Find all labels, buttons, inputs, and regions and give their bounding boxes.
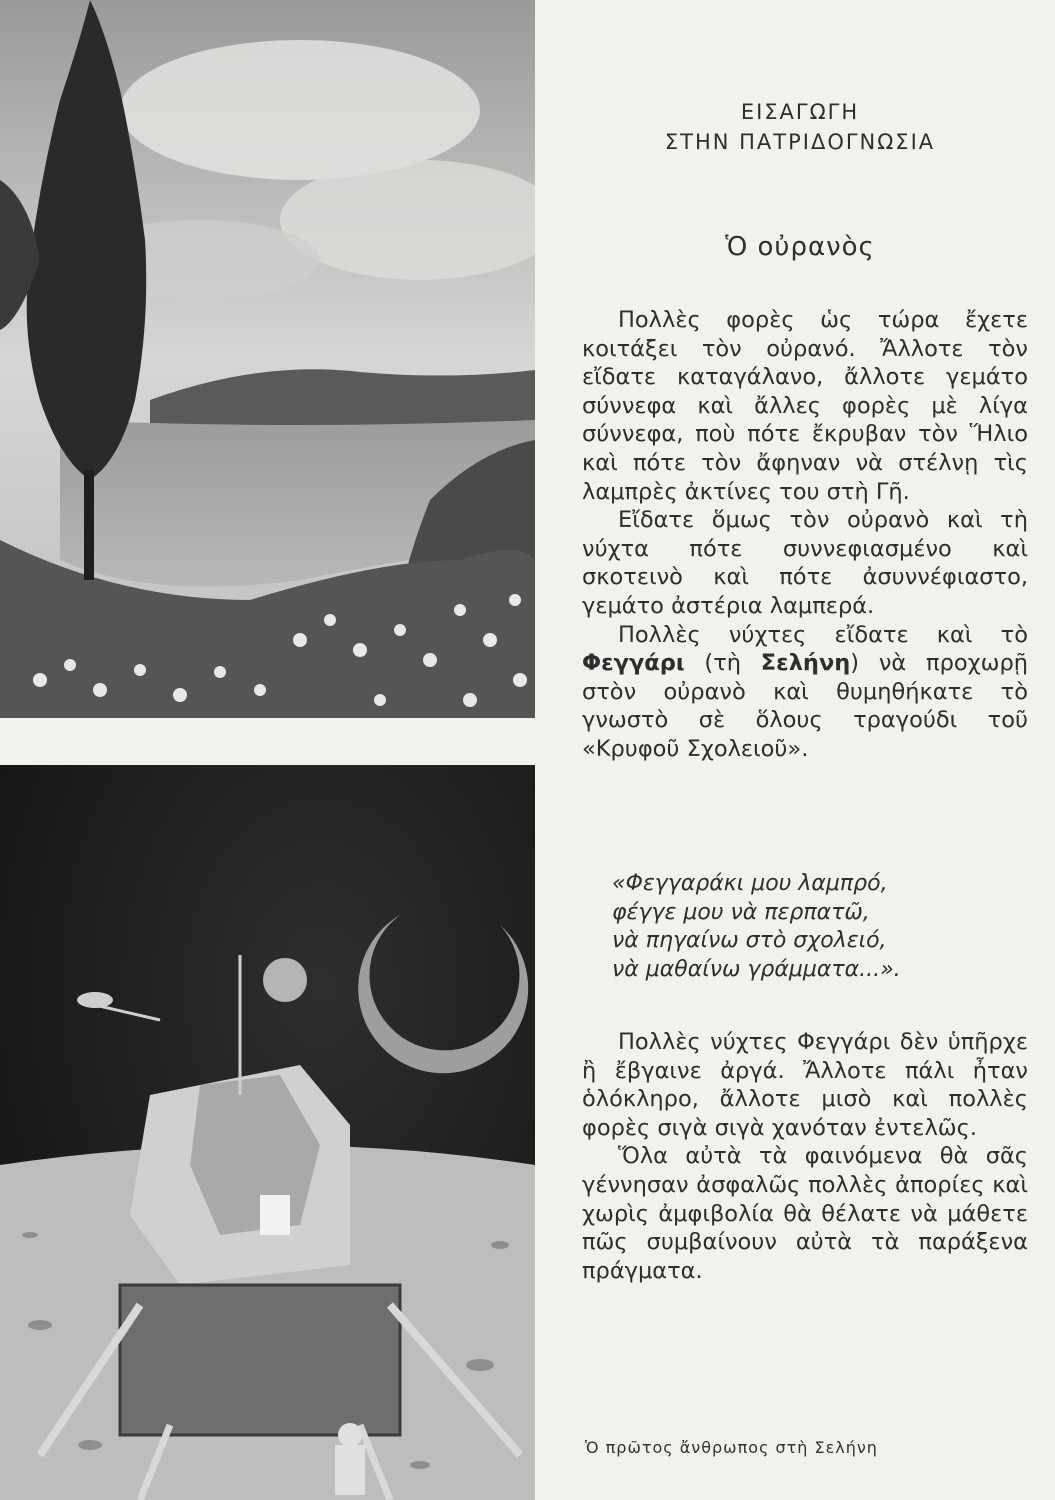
photo-caption: Ὁ πρῶτος ἄνθρωπος στὴ Σελήνη [585,1438,878,1457]
song-line: νὰ πηγαίνω στὸ σχολειό, [612,928,887,954]
song-line: «Φεγγαράκι μου λαμπρό, [612,871,888,896]
song-verse [612,870,1032,984]
section-label: ΕΙΣΑΓΩΓΗ [740,100,860,124]
song-line: νὰ μαθαίνω γράμματα...». [612,956,901,982]
outro-text [582,1028,1028,1285]
intro-text [582,306,1028,764]
intro-p3-start: Πολλὲς νύχτες εἴδατε καὶ τὸ [618,621,1028,648]
intro-paragraph-3 [582,621,1028,764]
section-label-subtitle: ΣΤΗΝ ΠΑΤΡΙΔΟΓΝΩΣΙΑ [664,130,936,154]
intro-p3-mid: (τὴ [704,650,742,677]
selene-term: Σελήνη [760,650,851,677]
outro-paragraph-2: Ὅλα αὐτὰ τὰ φαινόμενα θὰ σᾶς γέννησαν ἀσφαλῶς πολλὲς ἀπορίες καὶ χωρὶς ἀμφιβολία θὰ θέλατε νὰ μάθετε πῶς συμβαίνουν αὐτὰ τὰ παράξενα πράγματα. [582,1143,1028,1284]
moon-term: Φεγγάρι [582,650,685,677]
outro-paragraph-1: Πολλὲς νύχτες Φεγγάρι δὲν ὑπῆρχε ἢ ἔβγαινε ἀργά. Ἄλλοτε πάλι ἦταν ὁλόκληρο, ἄλλοτε μισὸ καὶ πολλὲς φορὲς σιγὰ σιγὰ χανόταν ἐντελῶς. [582,1029,1028,1141]
landscape-photo [0,0,535,718]
intro-paragraph-2: Εἴδατε ὅμως τὸν οὐρανὸ καὶ τὴ νύχτα πότε συννεφιασμένο καὶ σκοτεινὸ καὶ πότε ἀσυννέφιαστο, γεμάτο ἀστέρια λαμπερά. [582,507,1028,619]
intro-p3-end: ) νὰ προχωρῇ στὸν οὐρανὸ καὶ θυμηθήκατε τὸ γνωστὸ σὲ ὅλους τραγούδι τοῦ «Κρυφοῦ Σχολειοῦ». [582,650,1028,762]
lunar-module-photo [0,765,535,1500]
lesson-title: Ὁ οὐρανὸς [725,232,875,262]
intro-paragraph-1: Πολλὲς φορὲς ὡς τώρα ἔχετε κοιτάξει τὸν οὐρανό. Ἄλλοτε τὸν εἴδατε καταγάλανο, ἄλλοτε γεμάτο σύννεφα καὶ ἄλλες φορὲς μὲ λίγα σύννεφα, ποὺ πότε ἔκρυβαν τὸν Ἥλιο καὶ πότε τὸν ἄφηναν νὰ στέλνῃ τὶς λαμπρὲς ἀκτίνες του στὴ Γῆ. [582,307,1028,505]
song-line: φέγγε μου νὰ περπατῶ, [612,899,870,925]
